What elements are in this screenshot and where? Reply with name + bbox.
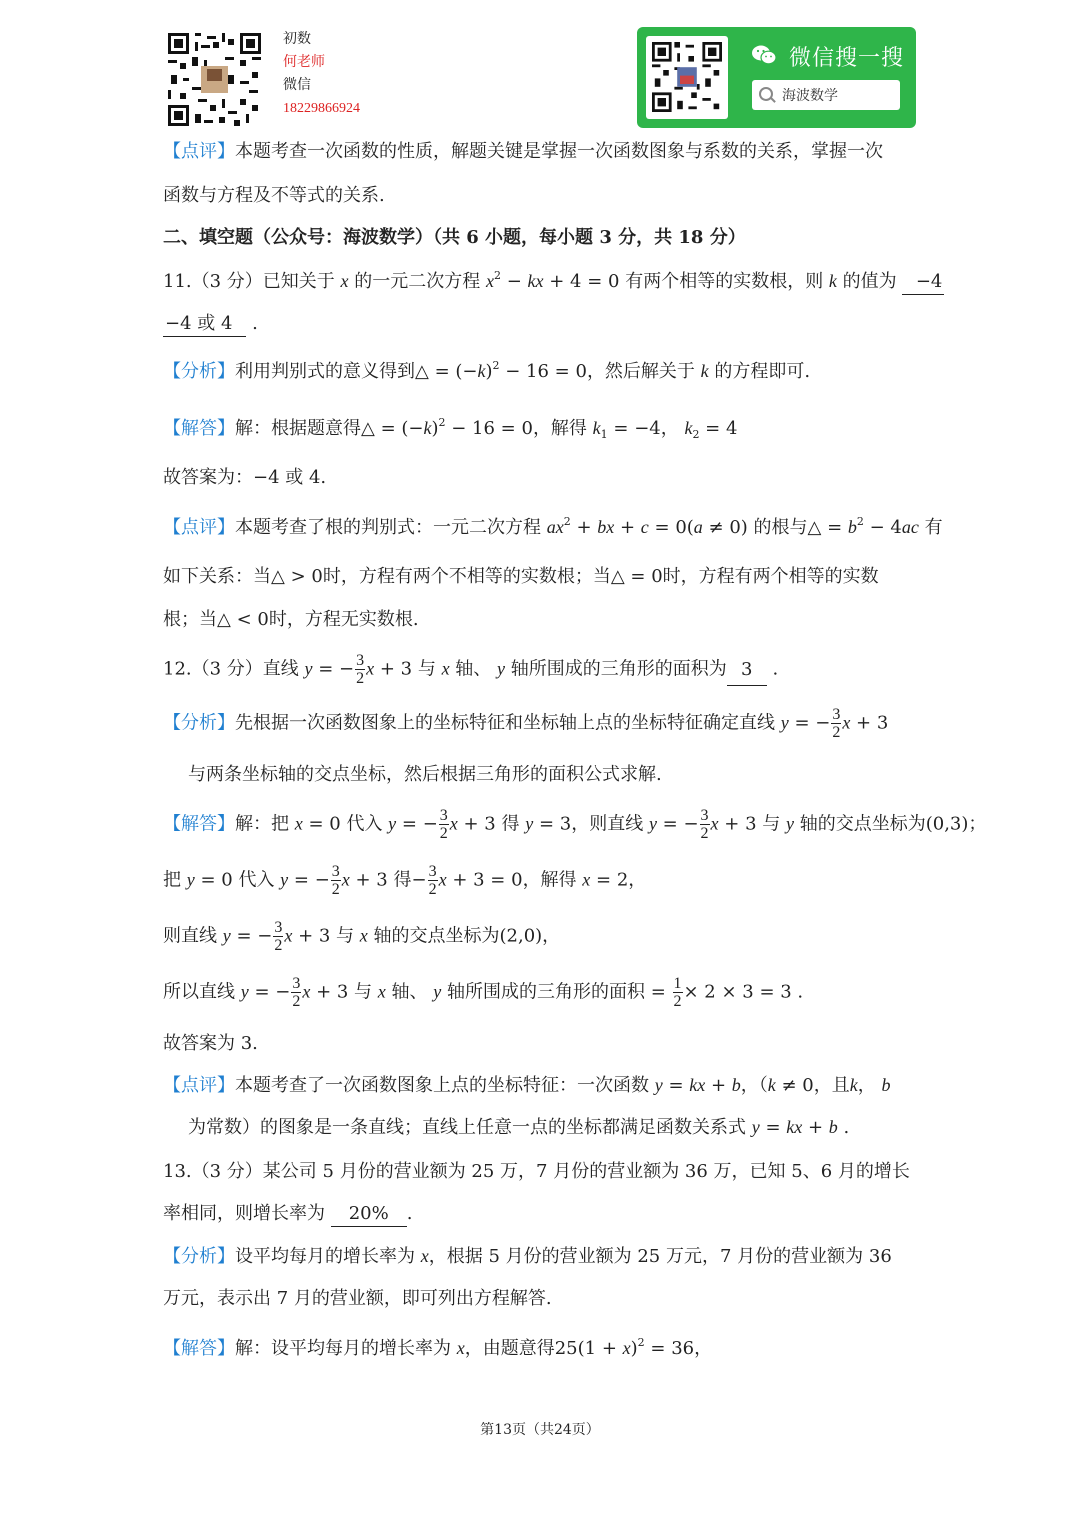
q12-review-cont: 为常数）的图象是一条直线；直线上任意一点的坐标都满足函数关系式 y = kx + b . [188,1117,850,1138]
q12-solution-1: 【解答】解：把 x = 0 代入 y = − $\frac{3}{2}$ x + 3 得 y = 3，则直线 y = − $\frac{3}{2}$ x + 3 与 y 轴的交点坐标为(0,3)； [163,807,987,842]
q12-analysis: 【分析】先根据一次函数图象上的坐标特征和坐标轴上点的坐标特征确定直线 y = − $\frac{3}{2}$ x + 3 [163,706,889,741]
q12-answer: 3 [727,655,767,686]
q11-review: 【点评】本题考查了根的判别式：一元二次方程 $ax^2$ + bx + c = 0(a ≠ 0) 的根与△ = $b^2 - 4ac$ 有 [163,515,943,538]
q12-final: 故答案为 3. [163,1033,258,1054]
q13-analysis: 【分析】设平均每月的增长率为 x，根据 5 月份的营业额为 25 万元，7 月份的营业额为 36 [163,1246,892,1267]
section-heading: 二、填空题（公众号：海波数学）（共 6 小题，每小题 3 分，共 18 分） [163,227,746,248]
q11-final: 故答案为：−4 或 4. [163,467,327,488]
q13-stem: 13.（3 分）某公司 5 月份的营业额为 25 万，7 月份的营业额为 36 万，已知 5、6 月的增长 [163,1161,910,1182]
q12-analysis-cont: 与两条坐标轴的交点坐标，然后根据三角形的面积公式求解. [188,764,662,785]
review-tag: 【点评】 [163,1075,235,1096]
analysis-tag: 【分析】 [163,361,235,382]
q11-answer-line: −4 或 4 . [163,312,258,337]
q10-review-text-1: 本题考查一次函数的性质，解题关键是掌握一次函数图象与系数的关系，掌握一次 [235,141,883,162]
q11-review-2: 如下关系：当△ > 0时，方程有两个不相等的实数根；当△ = 0时，方程有两个相等的实数 [163,566,879,587]
contact-phone: 18229866924 [283,101,360,116]
q11-review-3: 根；当△ < 0时，方程无实数根. [163,609,419,630]
review-tag: 【点评】 [163,141,235,162]
q11-answer: −4 或 4 [163,312,246,337]
wechat-qr-code [646,36,728,119]
solution-tag: 【解答】 [163,1338,235,1359]
teacher-qr-code [168,33,261,126]
q12-solution-3: 则直线 y = − $\frac{3}{2}$ x + 3 与 x 轴的交点坐标为(2,0)， [163,919,561,954]
q12-solution-4: 所以直线 y = − $\frac{3}{2}$ x + 3 与 x 轴、 y 轴所围成的三角形的面积 = $\frac{1}{2}$ × 2 × 3 = 3 . [163,975,804,1010]
q13-answer: 20% [331,1202,407,1227]
solution-tag: 【解答】 [163,813,235,835]
q12-review: 【点评】本题考查了一次函数图象上点的坐标特征：一次函数 y = kx + b，（k ≠ 0，且k， b [163,1075,891,1096]
solution-tag: 【解答】 [163,418,235,439]
q13-solution: 【解答】解：设平均每月的增长率为 x，由题意得$25(1 + x)^2 = 36$， [163,1336,713,1359]
analysis-tag: 【分析】 [163,712,235,734]
contact-line-wechat: 微信 [283,77,311,93]
contact-line-teacher: 何老师 [283,54,325,70]
q12-solution-2: 把 y = 0 代入 y = − $\frac{3}{2}$ x + 3 得− $\frac{3}{2}$ x + 3 = 0，解得 x = 2， [163,863,647,898]
q10-review [163,140,883,164]
teacher-contact [283,28,360,120]
page-number: 第13页（共24页） [480,1422,600,1438]
review-tag: 【点评】 [163,517,235,538]
contact-line-subject: 初数 [283,31,311,47]
wechat-logo-icon [751,44,777,66]
q10-review-cont: 函数与方程及不等式的关系. [163,185,385,206]
q11-solution: 【解答】解：根据题意得△ = $(-k)^2 - 16 = 0$，解得 $k_1 = -4$， $k_2 = 4$ [163,416,738,441]
q13-stem-2: 率相同，则增长率为 20% . [163,1202,412,1227]
q13-analysis-cont: 万元，表示出 7 月的营业额，即可列出方程解答. [163,1288,552,1309]
qr-code-icon [168,33,261,126]
q11-answer-blank: −4 [902,270,944,295]
q11-stem: 11.（3 分）已知关于 x 的一元二次方程 $x^2$ − kx + 4 = 0 有两个相等的实数根，则 k 的值为 −4 [163,269,944,295]
search-icon [759,87,773,101]
search-query: 海波数学 [782,88,838,104]
analysis-tag: 【分析】 [163,1246,235,1267]
qr-code-icon [652,42,722,112]
wechat-search-card[interactable] [637,27,916,128]
q11-analysis: 【分析】利用判别式的意义得到△ = $(-k)^2 - 16 = 0$，然后解关于 k 的方程即可. [163,359,811,382]
search-input[interactable] [752,80,900,110]
q12-stem: 12.（3 分）直线 y = − $\frac{3}{2}$ x + 3 与 x 轴、 y 轴所围成的三角形的面积为 3 . [163,652,779,687]
search-card-title: 微信搜一搜 [789,46,905,71]
